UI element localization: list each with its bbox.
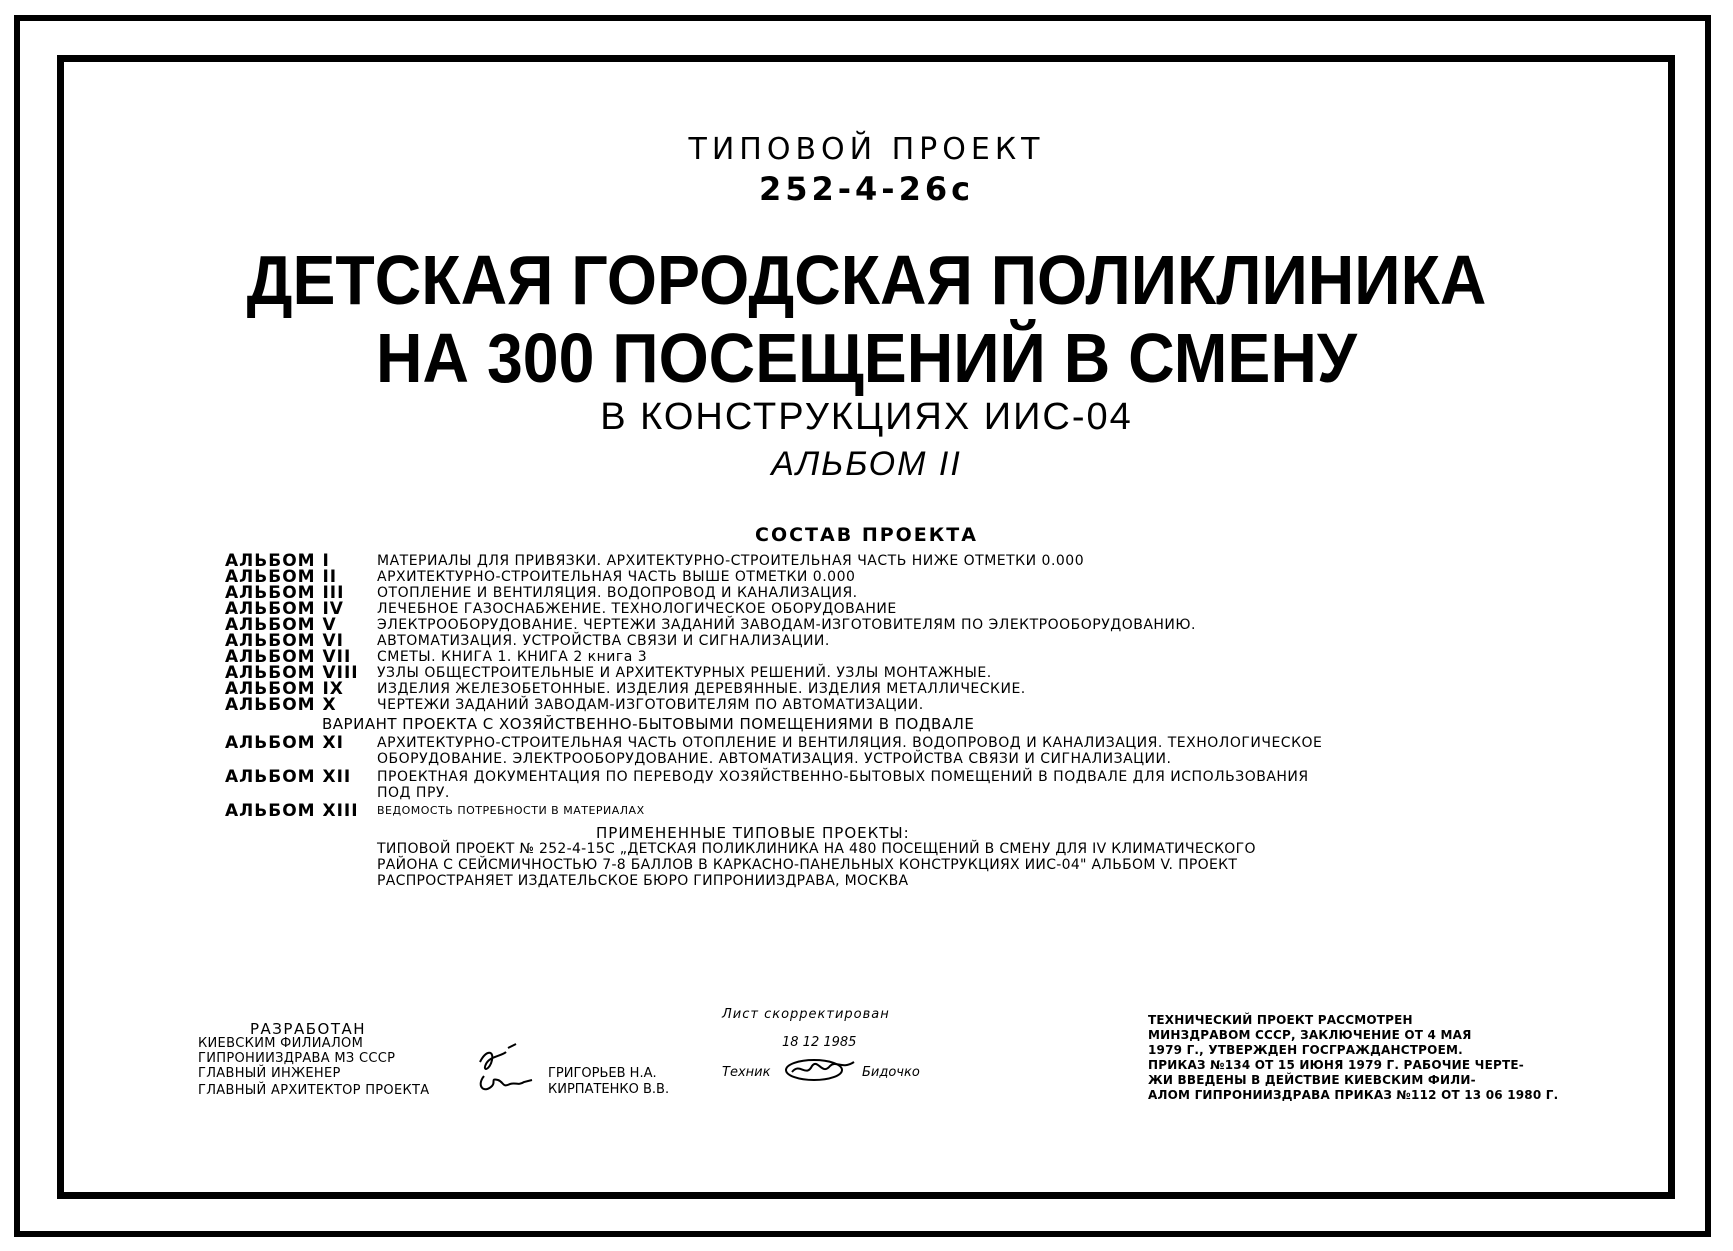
album-label: АЛЬБОМ I — [225, 551, 330, 571]
album-label: АЛЬБОМ XIII — [225, 801, 359, 821]
name-chief-architect: КИРПАТЕНКО В.В. — [548, 1082, 670, 1097]
album-text: ИЗДЕЛИЯ ЖЕЛЕЗОБЕТОННЫЕ. ИЗДЕЛИЯ ДЕРЕВЯННЫЕ. ИЗДЕЛИЯ МЕТАЛЛИЧЕСКИЕ. — [377, 681, 1026, 697]
album-row — [225, 553, 1196, 569]
correction-note: Лист скорректирован — [722, 1007, 890, 1022]
developer-block — [198, 1036, 429, 1098]
album-text: АВТОМАТИЗАЦИЯ. УСТРОЙСТВА СВЯЗИ И СИГНАЛИЗАЦИИ. — [377, 633, 830, 649]
album-label: АЛЬБОМ VII — [225, 647, 352, 667]
album-label: АЛЬБОМ XII — [225, 767, 352, 787]
album-row — [225, 601, 1196, 617]
album-list — [225, 553, 1196, 713]
album-label: АЛЬБОМ IV — [225, 599, 344, 619]
project-type-label: ТИПОВОЙ ПРОЕКТ — [688, 132, 1045, 167]
title-line-1: ДЕТСКАЯ ГОРОДСКАЯ ПОЛИКЛИНИКА — [246, 241, 1487, 319]
technician-signature-icon — [782, 1054, 862, 1082]
album-text: АРХИТЕКТУРНО-СТРОИТЕЛЬНАЯ ЧАСТЬ ВЫШЕ ОТМЕТКИ 0.000 — [377, 569, 856, 585]
album-label: АЛЬБОМ V — [225, 615, 337, 635]
technical-approval-block — [1148, 1013, 1558, 1103]
tech-line: ЖИ ВВЕДЕНЫ В ДЕЙСТВИЕ КИЕВСКИМ ФИЛИ- — [1148, 1073, 1476, 1087]
album-row — [225, 697, 1196, 713]
album-text: ВЕДОМОСТЬ ПОТРЕБНОСТИ В МАТЕРИАЛАХ — [377, 804, 645, 817]
album-text: УЗЛЫ ОБЩЕСТРОИТЕЛЬНЫЕ И АРХИТЕКТУРНЫХ РЕШЕНИЙ. УЗЛЫ МОНТАЖНЫЕ. — [377, 665, 992, 681]
album-label: АЛЬБОМ III — [225, 583, 345, 603]
applied-projects-heading: ПРИМЕНЕННЫЕ ТИПОВЫЕ ПРОЕКТЫ: — [596, 824, 910, 842]
project-number: 252-4-26с — [758, 170, 975, 208]
names-block — [548, 1066, 669, 1098]
album-row — [225, 585, 1196, 601]
technician-label: Техник — [722, 1065, 771, 1080]
album-row — [225, 769, 1337, 801]
title-line-2: НА 300 ПОСЕЩЕНИЙ В СМЕНУ — [376, 319, 1357, 397]
album-row — [225, 681, 1196, 697]
tech-line: ПРИКАЗ №134 ОТ 15 ИЮНЯ 1979 Г. РАБОЧИЕ ЧЕРТЕ- — [1148, 1058, 1524, 1072]
composition-heading: СОСТАВ ПРОЕКТА — [755, 524, 978, 546]
tech-line: ТЕХНИЧЕСКИЙ ПРОЕКТ РАССМОТРЕН — [1148, 1013, 1413, 1027]
album-text: ЭЛЕКТРООБОРУДОВАНИЕ. ЧЕРТЕЖИ ЗАДАНИЙ ЗАВОДАМ-ИЗГОТОВИТЕЛЯМ ПО ЭЛЕКТРООБОРУДОВАНИЮ. — [377, 617, 1196, 633]
album-label: АЛЬБОМ X — [225, 695, 337, 715]
subtitle: В КОНСТРУКЦИЯХ ИИС-04 — [600, 396, 1133, 438]
album-text: СМЕТЫ. КНИГА 1. КНИГА 2 книга 3 — [377, 649, 648, 665]
album-label: АЛЬБОМ XI — [225, 733, 344, 753]
signature-icon — [472, 1042, 544, 1098]
album-row — [225, 649, 1196, 665]
album-row — [225, 633, 1196, 649]
album-text: ОТОПЛЕНИЕ И ВЕНТИЛЯЦИЯ. ВОДОПРОВОД И КАНАЛИЗАЦИЯ. — [377, 585, 858, 601]
album-row — [225, 569, 1196, 585]
album-label: АЛЬБОМ VI — [225, 631, 344, 651]
album-label: АЛЬБОМ IX — [225, 679, 344, 699]
name-chief-engineer: ГРИГОРЬЕВ Н.А. — [548, 1066, 657, 1081]
album-row — [225, 617, 1196, 633]
developer-role-2: ГЛАВНЫЙ АРХИТЕКТОР ПРОЕКТА — [198, 1083, 430, 1098]
developer-heading: РАЗРАБОТАН — [250, 1020, 367, 1038]
album-text: МАТЕРИАЛЫ ДЛЯ ПРИВЯЗКИ. АРХИТЕКТУРНО-СТРОИТЕЛЬНАЯ ЧАСТЬ НИЖЕ ОТМЕТКИ 0.000 — [377, 553, 1085, 569]
album-text: ЧЕРТЕЖИ ЗАДАНИЙ ЗАВОДАМ-ИЗГОТОВИТЕЛЯМ ПО АВТОМАТИЗАЦИИ. — [377, 697, 924, 713]
correction-date: 18 12 1985 — [782, 1035, 857, 1050]
variant-album-list — [225, 735, 1337, 821]
tech-line: МИНЗДРАВОМ СССР, ЗАКЛЮЧЕНИЕ ОТ 4 МАЯ — [1148, 1028, 1472, 1042]
album-row — [225, 735, 1337, 767]
album-text: ПРОЕКТНАЯ ДОКУМЕНТАЦИЯ ПО ПЕРЕВОДУ ХОЗЯЙСТВЕННО-БЫТОВЫХ ПОМЕЩЕНИЙ В ПОДВАЛЕ ДЛЯ ИСПОЛЬЗОВАНИЯ ПОД ПРУ. — [377, 769, 1309, 801]
album-label: АЛЬБОМ II — [225, 567, 338, 587]
album-label: АЛЬБОМ II — [771, 445, 962, 483]
album-text: ЛЕЧЕБНОЕ ГАЗОСНАБЖЕНИЕ. ТЕХНОЛОГИЧЕСКОЕ ОБОРУДОВАНИЕ — [377, 601, 897, 617]
technician-name: Бидочко — [862, 1065, 920, 1080]
album-label: АЛЬБОМ VIII — [225, 663, 359, 683]
tech-line: АЛОМ ГИПРОНИИЗДРАВА ПРИКАЗ №112 ОТ 13 06 1980 Г. — [1148, 1088, 1559, 1102]
album-row — [225, 665, 1196, 681]
developer-role-1: ГЛАВНЫЙ ИНЖЕНЕР — [198, 1066, 341, 1081]
variant-heading: ВАРИАНТ ПРОЕКТА С ХОЗЯЙСТВЕННО-БЫТОВЫМИ ПОМЕЩЕНИЯМИ В ПОДВАЛЕ — [322, 715, 975, 733]
tech-line: 1979 Г., УТВЕРЖДЕН ГОСГРАЖДАНСТРОЕМ. — [1148, 1043, 1463, 1057]
applied-projects-text: ТИПОВОЙ ПРОЕКТ № 252-4-15С „ДЕТСКАЯ ПОЛИКЛИНИКА НА 480 ПОСЕЩЕНИЙ В СМЕНУ ДЛЯ IV КЛИМАТИЧЕСКОГО РАЙОНА С СЕЙСМИЧНОСТЬЮ 7-8 БАЛЛОВ В КАРКАСНО-ПАНЕЛЬНЫХ КОНСТРУКЦИЯХ ИИС-04" АЛЬБОМ V. ПРОЕКТ РАСПРОСТРАНЯЕТ ИЗДАТЕЛЬСКОЕ БЮРО ГИПРОНИИЗДРАВА, МОСКВА — [377, 841, 1256, 889]
developer-org-line-2: ГИПРОНИИЗДРАВА МЗ СССР — [198, 1051, 396, 1066]
album-text: АРХИТЕКТУРНО-СТРОИТЕЛЬНАЯ ЧАСТЬ ОТОПЛЕНИЕ И ВЕНТИЛЯЦИЯ. ВОДОПРОВОД И КАНАЛИЗАЦИЯ. ТЕХНОЛОГИЧЕСКОЕ ОБОРУДОВАНИЕ. ЭЛЕКТРООБОРУДОВАНИЕ. АВТОМАТИЗАЦИЯ. УСТРОЙСТВА СВЯЗИ И СИГНАЛИЗАЦИИ. — [377, 735, 1323, 767]
album-row — [225, 803, 1337, 819]
developer-org-line-1: КИЕВСКИМ ФИЛИАЛОМ — [198, 1036, 364, 1051]
